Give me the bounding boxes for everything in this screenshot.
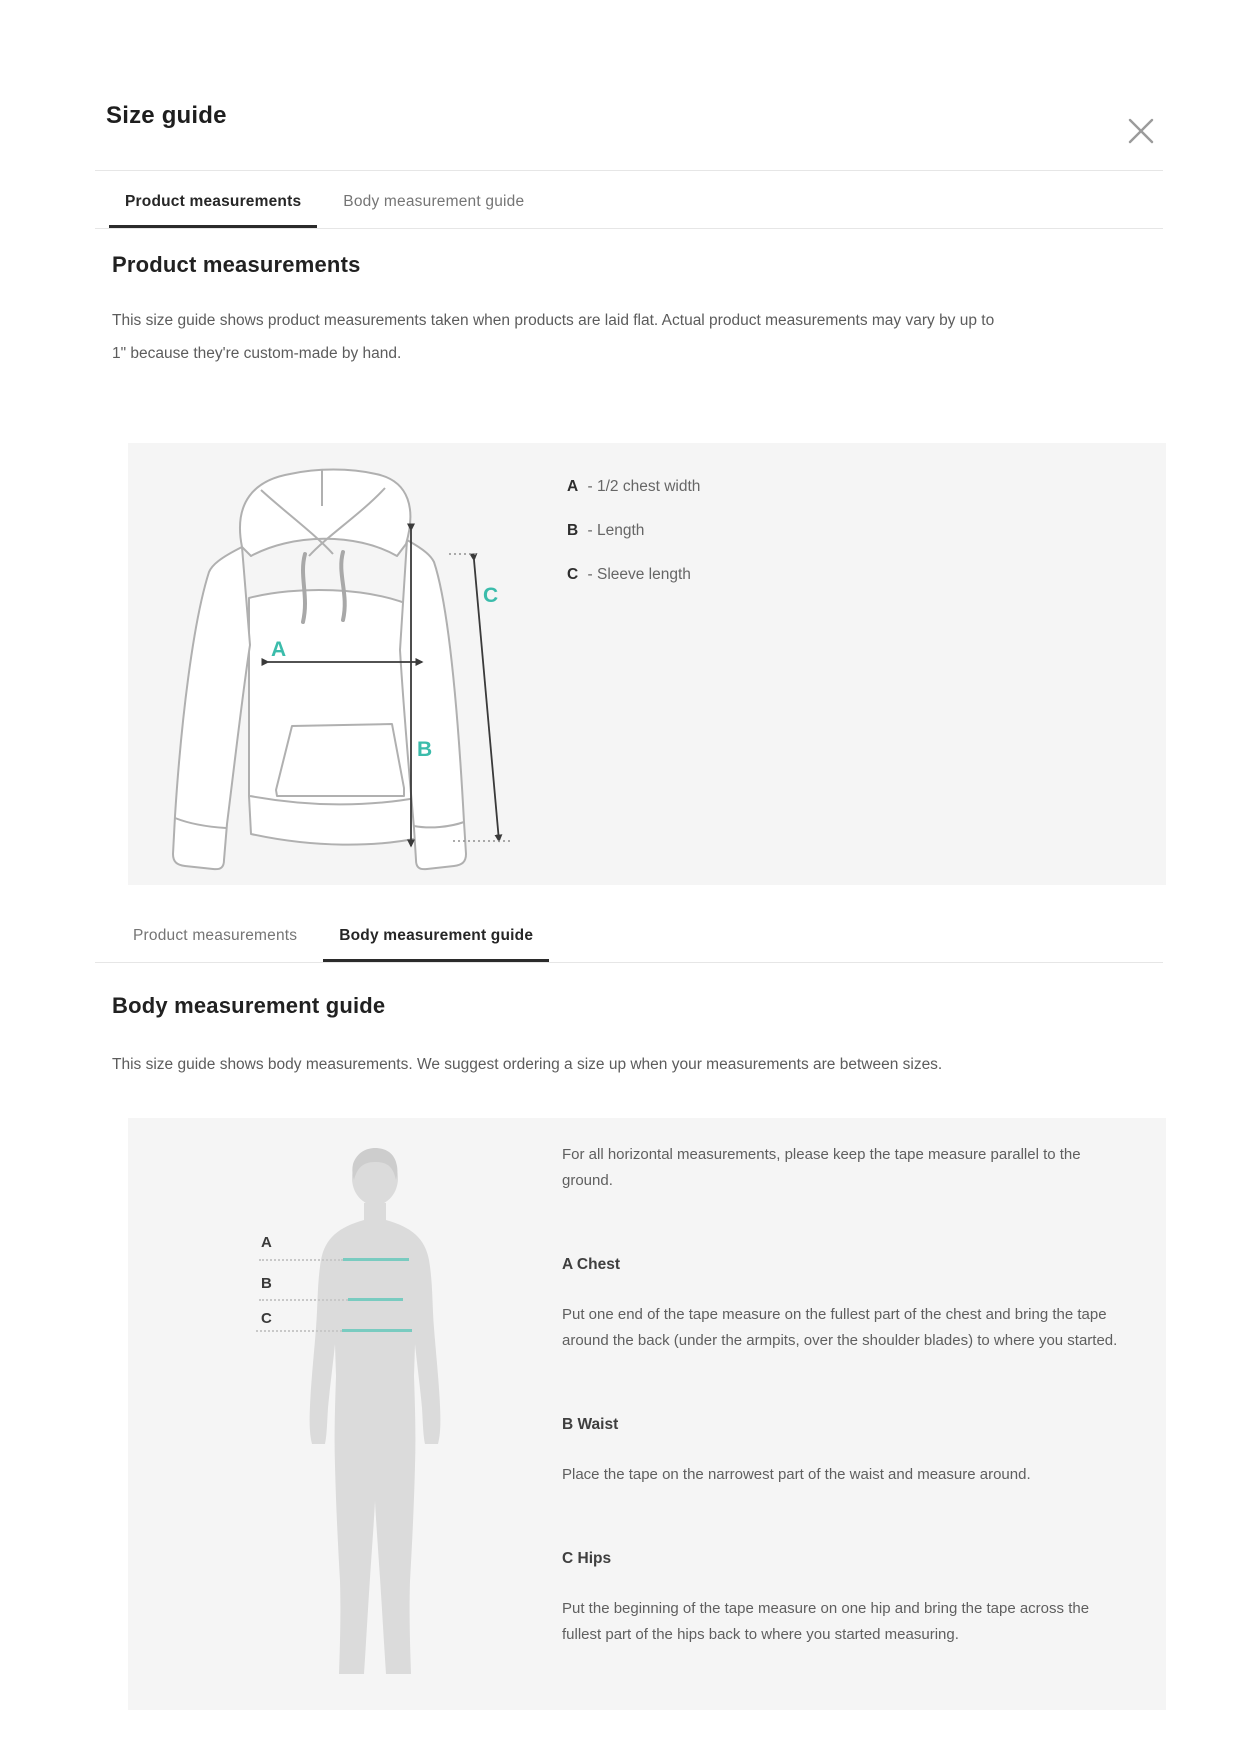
tab-product-measurements-2[interactable]: Product measurements — [117, 926, 313, 962]
legend-key-c: C — [567, 566, 579, 583]
hips-text: Put the beginning of the tape measure on one hip and bring the tape across the fullest part of the hips back to where you started measuring. — [562, 1600, 1090, 1643]
chest-measure-line — [343, 1258, 409, 1261]
waist-measure-line — [348, 1298, 403, 1301]
diagram-label-c: C — [483, 584, 499, 607]
body-measurement-description: This size guide shows body measurements. We suggest ordering a size up when your measurements are between sizes. — [112, 1056, 943, 1073]
legend-item-c — [567, 553, 700, 597]
diagram-label-b: B — [417, 738, 433, 761]
leader-line-c — [256, 1330, 342, 1332]
body-label-b: B — [261, 1275, 273, 1292]
tab-body-measurement-guide-2[interactable]: Body measurement guide — [323, 926, 549, 962]
section-chest — [562, 1256, 1118, 1354]
body-diagram-panel — [128, 1118, 1166, 1710]
silhouette-body — [310, 1201, 441, 1674]
legend-key-a: A — [567, 478, 579, 495]
close-button[interactable] — [1122, 112, 1160, 150]
tape-measure-intro: For all horizontal measurements, please keep the tape measure parallel to the ground. — [562, 1146, 1081, 1189]
legend-key-b: B — [567, 522, 579, 539]
body-label-a: A — [261, 1234, 273, 1251]
diagram-label-a: A — [271, 638, 287, 661]
section-waist — [562, 1416, 1118, 1488]
body-instructions-column — [562, 1128, 1118, 1648]
leader-line-a — [259, 1259, 343, 1261]
hips-heading: C Hips — [562, 1550, 612, 1567]
leader-line-b — [259, 1299, 348, 1301]
chest-heading: A Chest — [562, 1256, 620, 1273]
body-silhouette — [275, 1136, 475, 1701]
legend-text-b: - Length — [587, 522, 645, 539]
legend-text-c: - Sleeve length — [587, 566, 691, 583]
section-hips — [562, 1550, 1118, 1648]
tab-product-measurements[interactable]: Product measurements — [109, 192, 317, 228]
body-label-c: C — [261, 1310, 273, 1327]
legend-text-a: - 1/2 chest width — [587, 478, 701, 495]
hoodie-diagram — [165, 450, 510, 880]
tabs-top — [95, 192, 1163, 229]
legend-item-b — [567, 509, 700, 553]
hips-measure-line — [342, 1329, 412, 1332]
measurement-legend — [567, 465, 700, 597]
body-measurement-heading: Body measurement guide — [112, 993, 386, 1018]
waist-heading: B Waist — [562, 1416, 619, 1433]
legend-item-a — [567, 465, 700, 509]
hoodie-pocket — [276, 724, 404, 796]
close-icon — [1126, 116, 1156, 146]
product-diagram-panel — [128, 443, 1166, 885]
product-measurements-description: This size guide shows product measurements taken when products are laid flat. Actual product measurements may vary by up to 1" because they're custom-made by hand. — [112, 312, 995, 362]
waist-text: Place the tape on the narrowest part of the waist and measure around. — [562, 1466, 1031, 1483]
tabs-bottom — [95, 926, 1163, 963]
header-divider — [95, 170, 1163, 171]
hoodie-drawstrings — [303, 554, 305, 622]
chest-text: Put one end of the tape measure on the fullest part of the chest and bring the tape around the back (under the armpits, over the shoulder blades) to where you started. — [562, 1306, 1118, 1349]
hoodie-body-shape — [249, 590, 421, 845]
page-title: Size guide — [106, 102, 227, 129]
product-measurements-heading: Product measurements — [112, 252, 361, 277]
tab-body-measurement-guide[interactable]: Body measurement guide — [327, 192, 540, 228]
hoodie-hood — [240, 470, 410, 557]
